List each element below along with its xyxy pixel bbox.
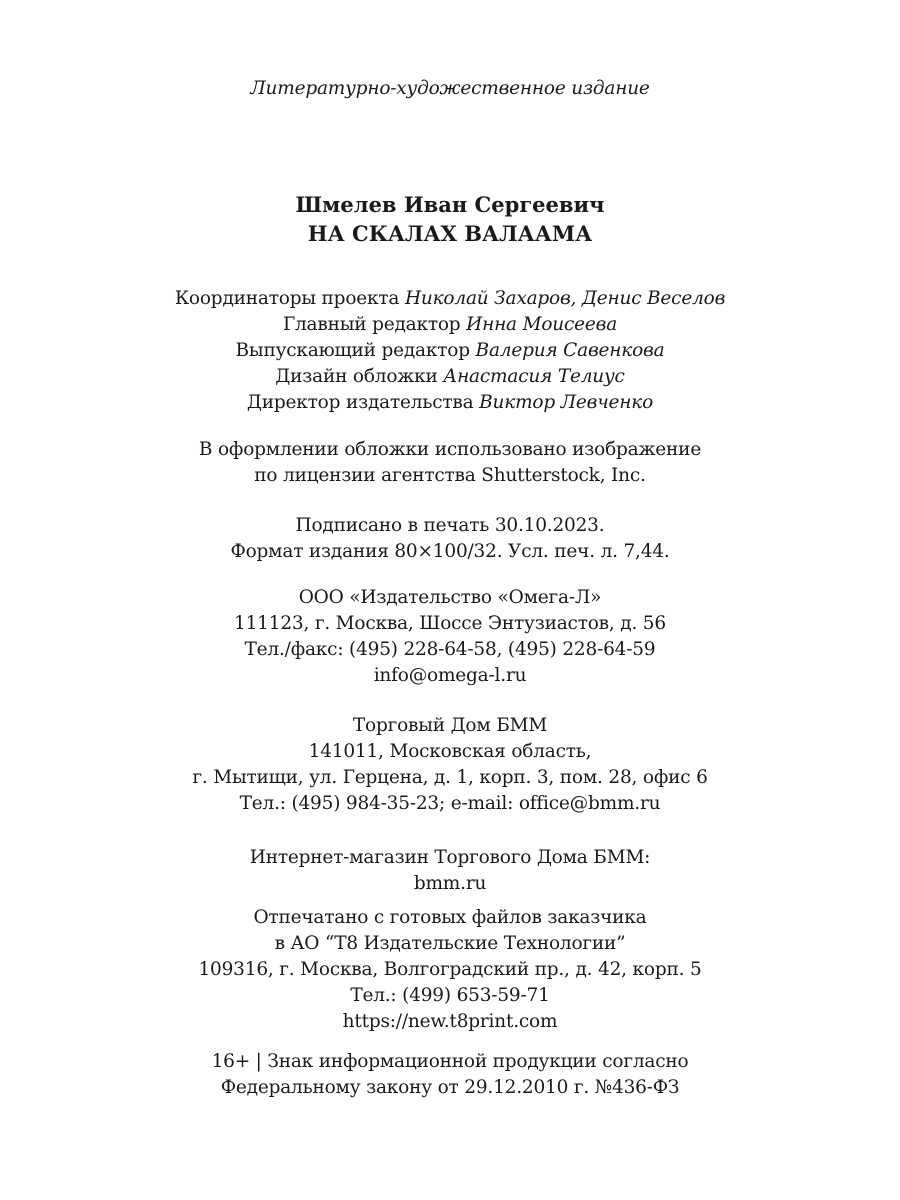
credit-names: Николай Захаров, Денис Веселов	[404, 288, 726, 309]
trading-house-line: Торговый Дом БММ	[352, 715, 548, 736]
credit-names: Валерия Савенкова	[475, 340, 665, 361]
book-title: НА СКАЛАХ ВАЛААМА	[307, 221, 593, 246]
printer-line: Отпечатано с готовых файлов заказчика	[253, 907, 647, 928]
age-rating-line: Федеральному закону от 29.12.2010 г. №436-ФЗ	[220, 1077, 680, 1098]
trading-house-line: 141011, Московская область,	[308, 741, 592, 762]
publisher-line: ООО «Издательство «Омега-Л»	[298, 587, 602, 608]
credit-names: Виктор Левченко	[479, 392, 654, 413]
trading-house-line: г. Мытищи, ул. Герцена, д. 1, корп. 3, пом. 28, офис 6	[192, 767, 708, 788]
credit-names: Анастасия Телиус	[443, 366, 625, 387]
author-name: Шмелев Иван Сергеевич	[295, 192, 605, 217]
printer-line: в АО “Т8 Издательские Технологии”	[274, 933, 626, 954]
age-rating-line: 16+ | Знак информационной продукции согласно	[211, 1051, 689, 1072]
credit-role: Директор издательства	[246, 392, 474, 413]
trading-house-line: Тел.: (495) 984-35-23; e-mail: office@bmm.ru	[239, 793, 661, 814]
publisher-line: Тел./факс: (495) 228-64-58, (495) 228-64-59	[244, 639, 656, 660]
print-info-line: Формат издания 80×100/32. Усл. печ. л. 7,44.	[230, 541, 670, 562]
publisher-line: 111123, г. Москва, Шоссе Энтузиастов, д. 56	[234, 613, 666, 634]
printer-url: https://new.t8print.com	[342, 1011, 558, 1032]
publisher-email: info@omega-l.ru	[373, 665, 527, 686]
credit-line	[0, 390, 900, 416]
credit-line	[0, 364, 900, 390]
edition-type: Литературно-художественное издание	[250, 78, 650, 99]
credit-line	[0, 286, 900, 312]
credit-role: Дизайн обложки	[275, 366, 438, 387]
printer-line: 109316, г. Москва, Волгоградский пр., д. 42, корп. 5	[198, 959, 702, 980]
cover-note-line: по лицензии агентства Shutterstock, Inc.	[254, 465, 646, 486]
credit-role: Главный редактор	[282, 314, 461, 335]
print-info-line: Подписано в печать 30.10.2023.	[295, 515, 605, 536]
online-shop-url: bmm.ru	[413, 873, 487, 894]
printer-line: Тел.: (499) 653-59-71	[350, 985, 550, 1006]
credit-line	[0, 338, 900, 364]
credit-role: Выпускающий редактор	[235, 340, 470, 361]
online-shop-line: Интернет-магазин Торгового Дома БММ:	[249, 847, 651, 868]
credit-line	[0, 312, 900, 338]
cover-note-line: В оформлении обложки использовано изображение	[198, 439, 702, 460]
credit-role: Координаторы проекта	[174, 288, 400, 309]
credit-names: Инна Моисеева	[466, 314, 618, 335]
